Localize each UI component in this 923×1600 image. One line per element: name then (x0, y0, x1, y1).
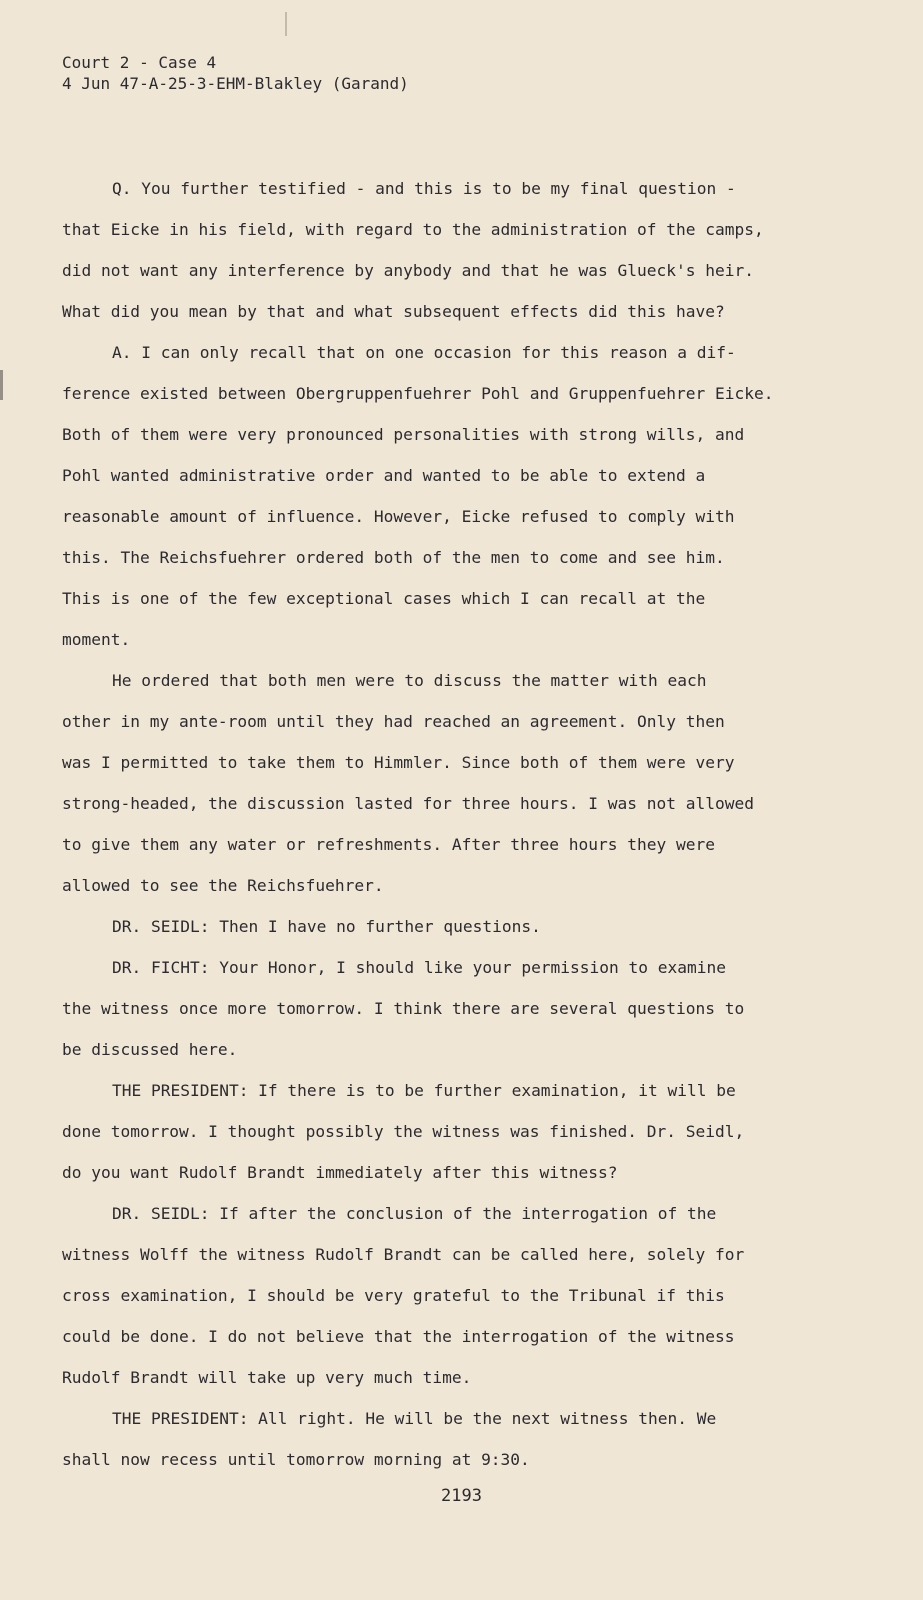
paragraph-president-1 (62, 1070, 882, 1193)
paragraph-answer (62, 332, 882, 660)
paragraph-ficht (62, 947, 882, 1070)
text-line: other in my ante-room until they had reached an agreement. Only then (62, 712, 725, 731)
paper-edge-mark (0, 370, 3, 400)
text-line: was I permitted to take them to Himmler. Since both of them were very (62, 753, 735, 772)
text-line: strong-headed, the discussion lasted for three hours. I was not allowed (62, 794, 754, 813)
transcript-body (62, 168, 882, 1480)
text-line: witness Wolff the witness Rudolf Brandt can be called here, solely for (62, 1245, 745, 1264)
page-number: 2193 (441, 1486, 482, 1506)
text-line: Both of them were very pronounced personalities with strong wills, and (62, 425, 745, 444)
text-line: THE PRESIDENT: All right. He will be the next witness then. We (112, 1409, 717, 1428)
text-line: do you want Rudolf Brandt immediately after this witness? (62, 1163, 618, 1182)
text-line: What did you mean by that and what subsequent effects did this have? (62, 302, 725, 321)
paragraph-seidl-2 (62, 1193, 882, 1398)
text-line: done tomorrow. I thought possibly the witness was finished. Dr. Seidl, (62, 1122, 745, 1141)
text-line: DR. SEIDL: Then I have no further questions. (112, 917, 541, 936)
document-header (62, 52, 409, 94)
paragraph-seidl-1 (62, 906, 882, 947)
text-line: be discussed here. (62, 1040, 238, 1059)
text-line: Pohl wanted administrative order and wanted to be able to extend a (62, 466, 706, 485)
text-line: to give them any water or refreshments. After three hours they were (62, 835, 715, 854)
text-line: the witness once more tomorrow. I think there are several questions to (62, 999, 745, 1018)
text-line: ference existed between Obergruppenfuehrer Pohl and Gruppenfuehrer Eicke. (62, 384, 774, 403)
header-reference-line: 4 Jun 47-A-25-3-EHM-Blakley (Garand) (62, 74, 409, 93)
text-line: Rudolf Brandt will take up very much time. (62, 1368, 472, 1387)
paper-mark (285, 12, 287, 36)
text-line: Q. You further testified - and this is to be my final question - (112, 179, 736, 198)
text-line: could be done. I do not believe that the interrogation of the witness (62, 1327, 735, 1346)
text-line: allowed to see the Reichsfuehrer. (62, 876, 384, 895)
paragraph-question (62, 168, 882, 332)
text-line: He ordered that both men were to discuss the matter with each (112, 671, 707, 690)
text-line: cross examination, I should be very grateful to the Tribunal if this (62, 1286, 725, 1305)
text-line: This is one of the few exceptional cases which I can recall at the (62, 589, 706, 608)
paragraph-answer-continued (62, 660, 882, 906)
paragraph-president-2 (62, 1398, 882, 1480)
text-line: A. I can only recall that on one occasion for this reason a dif- (112, 343, 736, 362)
text-line: this. The Reichsfuehrer ordered both of the men to come and see him. (62, 548, 725, 567)
text-line: DR. FICHT: Your Honor, I should like your permission to examine (112, 958, 726, 977)
text-line: that Eicke in his field, with regard to the administration of the camps, (62, 220, 764, 239)
text-line: did not want any interference by anybody and that he was Glueck's heir. (62, 261, 754, 280)
header-case-line: Court 2 - Case 4 (62, 53, 217, 72)
text-line: THE PRESIDENT: If there is to be further examination, it will be (112, 1081, 736, 1100)
text-line: reasonable amount of influence. However, Eicke refused to comply with (62, 507, 735, 526)
text-line: DR. SEIDL: If after the conclusion of the interrogation of the (112, 1204, 717, 1223)
text-line: moment. (62, 630, 131, 649)
text-line: shall now recess until tomorrow morning at 9:30. (62, 1450, 530, 1469)
